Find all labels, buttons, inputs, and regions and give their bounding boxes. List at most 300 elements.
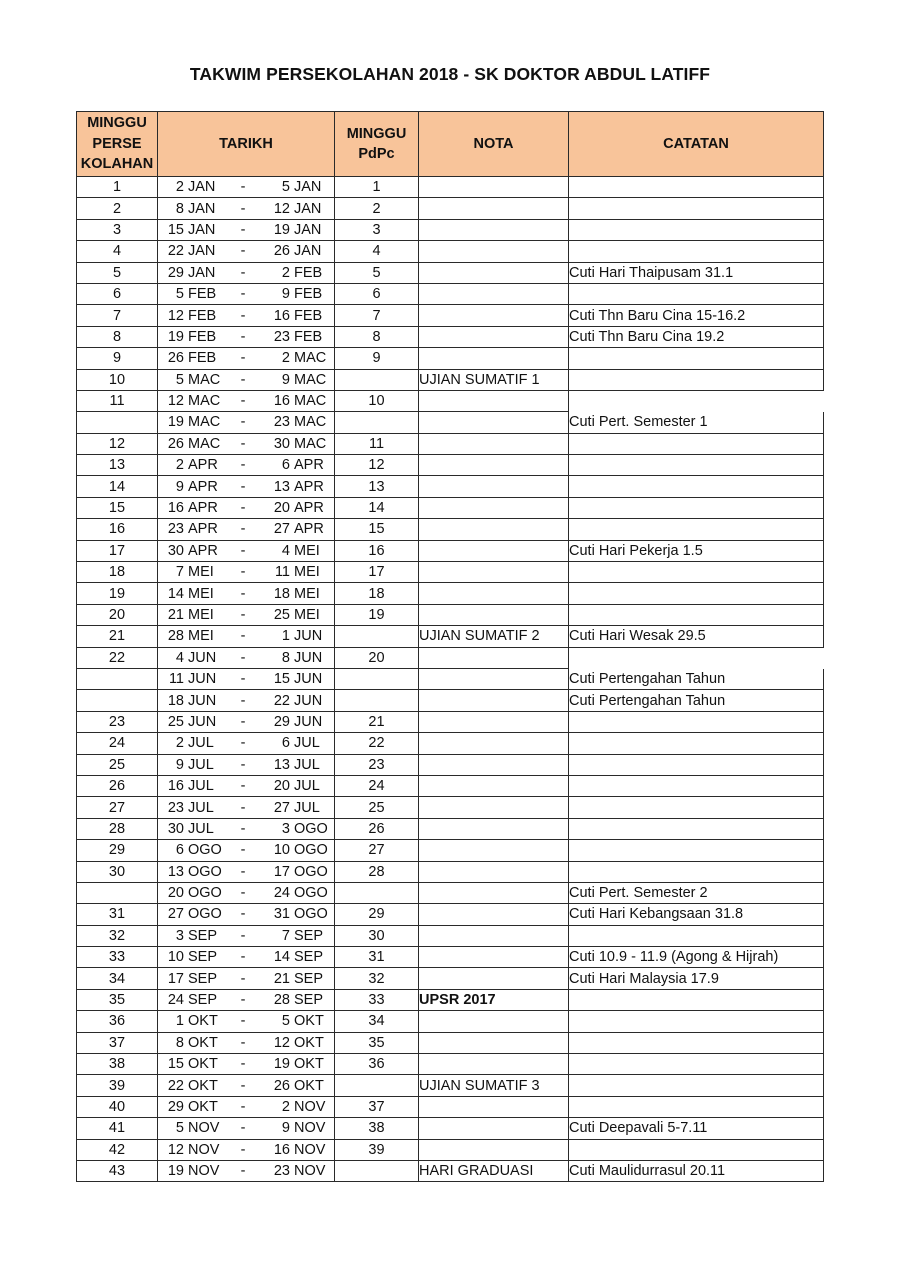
start-day: 25 (167, 713, 184, 730)
minggu-persekolahan-cell: 34 (77, 968, 158, 989)
start-day: 6 (175, 842, 184, 859)
start-day: 18 (167, 692, 184, 709)
start-month: SEP (188, 949, 218, 966)
minggu-pdpc-cell: 6 (335, 283, 419, 304)
catatan-cell (569, 433, 824, 454)
tarikh-cell (158, 241, 335, 262)
catatan-cell: Cuti Hari Pekerja 1.5 (569, 540, 824, 561)
end-day: 22 (273, 692, 290, 709)
end-day: 5 (281, 179, 290, 196)
table-row (77, 562, 824, 583)
date-separator: - (240, 735, 246, 752)
catatan-cell (569, 861, 824, 882)
catatan-cell: Cuti Hari Malaysia 17.9 (569, 968, 824, 989)
nota-cell (419, 540, 569, 561)
end-month: MEI (294, 542, 320, 559)
start-month: OGO (188, 906, 222, 923)
minggu-persekolahan-cell: 22 (77, 647, 158, 668)
start-month: JUL (188, 820, 214, 837)
end-month: OKT (294, 1077, 324, 1094)
table-row (77, 540, 824, 561)
start-day: 19 (167, 414, 184, 431)
end-month: JAN (294, 243, 322, 260)
nota-cell (419, 1032, 569, 1053)
minggu-persekolahan-cell: 30 (77, 861, 158, 882)
end-month: NOV (294, 1141, 326, 1158)
catatan-cell (569, 369, 824, 390)
minggu-persekolahan-cell: 4 (77, 241, 158, 262)
start-month: NOV (188, 1141, 220, 1158)
tarikh-cell (158, 219, 335, 240)
table-row (77, 1032, 824, 1053)
date-separator: - (240, 393, 246, 410)
nota-cell (419, 348, 569, 369)
start-month: OGO (188, 842, 222, 859)
end-day: 8 (281, 649, 290, 666)
start-month: SEP (188, 992, 218, 1009)
tarikh-cell (158, 1096, 335, 1117)
tarikh-cell (158, 1160, 335, 1181)
date-separator: - (240, 350, 246, 367)
table-row (77, 583, 824, 604)
start-day: 19 (167, 1163, 184, 1180)
minggu-persekolahan-cell: 36 (77, 1011, 158, 1032)
end-month: OKT (294, 1056, 324, 1073)
tarikh-cell (158, 348, 335, 369)
minggu-persekolahan-cell (77, 690, 158, 711)
end-month: NOV (294, 1163, 326, 1180)
catatan-cell (569, 1139, 824, 1160)
catatan-cell (569, 989, 824, 1010)
end-month: OGO (294, 906, 328, 923)
minggu-pdpc-cell: 33 (335, 989, 419, 1010)
date-separator: - (240, 778, 246, 795)
minggu-persekolahan-cell: 12 (77, 433, 158, 454)
tarikh-cell (158, 540, 335, 561)
start-month: MAC (188, 414, 221, 431)
table-row (77, 1139, 824, 1160)
date-separator: - (240, 478, 246, 495)
end-day: 23 (273, 328, 290, 345)
date-separator: - (240, 414, 246, 431)
tarikh-cell (158, 668, 335, 689)
start-day: 2 (175, 179, 184, 196)
table-row (77, 1075, 824, 1096)
nota-cell (419, 497, 569, 518)
minggu-persekolahan-cell: 33 (77, 947, 158, 968)
tarikh-cell (158, 412, 335, 433)
minggu-persekolahan-cell: 32 (77, 925, 158, 946)
date-separator: - (240, 885, 246, 902)
tarikh-cell (158, 519, 335, 540)
minggu-persekolahan-cell (77, 412, 158, 433)
minggu-persekolahan-cell: 3 (77, 219, 158, 240)
date-separator: - (240, 564, 246, 581)
start-day: 3 (175, 927, 184, 944)
date-separator: - (240, 200, 246, 217)
catatan-cell: Cuti Maulidurrasul 20.11 (569, 1160, 824, 1181)
header-nota: NOTA (419, 112, 569, 177)
minggu-persekolahan-cell: 43 (77, 1160, 158, 1181)
nota-cell (419, 968, 569, 989)
start-month: MAC (188, 435, 221, 452)
minggu-persekolahan-cell: 7 (77, 305, 158, 326)
start-day: 21 (167, 607, 184, 623)
start-month: FEB (188, 350, 217, 367)
date-separator: - (240, 820, 246, 837)
minggu-pdpc-cell: 14 (335, 497, 419, 518)
table-row (77, 369, 824, 390)
minggu-pdpc-cell (335, 412, 419, 433)
minggu-pdpc-cell (335, 690, 419, 711)
end-month: MAC (294, 414, 327, 431)
start-day: 19 (167, 328, 184, 345)
minggu-pdpc-cell: 39 (335, 1139, 419, 1160)
minggu-persekolahan-cell: 25 (77, 754, 158, 775)
start-month: JUL (188, 799, 214, 816)
minggu-pdpc-cell: 24 (335, 775, 419, 796)
table-row (77, 348, 824, 369)
end-day: 18 (273, 585, 290, 602)
end-month: MAC (294, 435, 327, 452)
tarikh-cell (158, 925, 335, 946)
tarikh-cell (158, 283, 335, 304)
minggu-persekolahan-cell: 29 (77, 840, 158, 861)
nota-cell (419, 1118, 569, 1139)
tarikh-cell (158, 1054, 335, 1075)
header-line: MINGGU (87, 115, 147, 132)
minggu-persekolahan-cell: 16 (77, 519, 158, 540)
minggu-pdpc-cell (335, 882, 419, 903)
minggu-pdpc-cell: 9 (335, 348, 419, 369)
minggu-persekolahan-cell: 19 (77, 583, 158, 604)
table-row (77, 1011, 824, 1032)
start-day: 30 (167, 820, 184, 837)
table-row (77, 775, 824, 796)
minggu-persekolahan-cell: 5 (77, 262, 158, 283)
start-day: 8 (175, 200, 184, 217)
tarikh-cell (158, 647, 335, 668)
minggu-pdpc-cell: 38 (335, 1118, 419, 1139)
end-month: FEB (294, 286, 323, 303)
nota-cell (419, 733, 569, 754)
start-day: 29 (167, 264, 184, 281)
table-row (77, 241, 824, 262)
date-separator: - (240, 585, 246, 602)
end-day: 9 (281, 286, 290, 303)
catatan-cell (569, 775, 824, 796)
date-separator: - (240, 1056, 246, 1073)
minggu-persekolahan-cell: 9 (77, 348, 158, 369)
date-separator: - (240, 221, 246, 238)
tarikh-cell (158, 1075, 335, 1096)
tarikh-cell (158, 326, 335, 347)
minggu-persekolahan-cell: 11 (77, 390, 158, 411)
end-day: 31 (273, 906, 290, 923)
catatan-cell: Cuti Deepavali 5-7.11 (569, 1118, 824, 1139)
minggu-persekolahan-cell: 6 (77, 283, 158, 304)
tarikh-cell (158, 947, 335, 968)
start-day: 12 (167, 393, 184, 410)
nota-cell (419, 797, 569, 818)
table-row (77, 818, 824, 839)
end-day: 13 (273, 478, 290, 495)
end-day: 16 (273, 307, 290, 324)
header-minggu-persekolahan (77, 112, 158, 177)
end-day: 23 (273, 414, 290, 431)
end-day: 27 (273, 521, 290, 538)
nota-cell (419, 690, 569, 711)
tarikh-cell (158, 433, 335, 454)
table-row (77, 1160, 824, 1181)
date-separator: - (240, 179, 246, 196)
minggu-persekolahan-cell: 42 (77, 1139, 158, 1160)
end-month: OGO (294, 820, 328, 837)
minggu-pdpc-cell: 35 (335, 1032, 419, 1053)
start-day: 12 (167, 307, 184, 324)
nota-cell (419, 433, 569, 454)
nota-cell (419, 412, 569, 433)
end-day: 16 (273, 393, 290, 410)
tarikh-cell (158, 733, 335, 754)
catatan-cell (569, 177, 824, 198)
date-separator: - (240, 1163, 246, 1180)
table-row (77, 455, 824, 476)
table-row (77, 989, 824, 1010)
table-row (77, 604, 824, 625)
end-day: 6 (281, 457, 290, 474)
start-day: 10 (167, 949, 184, 966)
minggu-persekolahan-cell: 31 (77, 904, 158, 925)
nota-cell (419, 1054, 569, 1075)
end-day: 4 (281, 542, 290, 559)
minggu-pdpc-cell: 4 (335, 241, 419, 262)
minggu-pdpc-cell: 13 (335, 476, 419, 497)
tarikh-cell (158, 711, 335, 732)
nota-cell (419, 177, 569, 198)
start-month: APR (188, 478, 218, 495)
end-day: 7 (281, 927, 290, 944)
minggu-pdpc-cell (335, 668, 419, 689)
start-month: JAN (188, 221, 216, 238)
date-separator: - (240, 264, 246, 281)
catatan-cell (569, 647, 824, 668)
start-month: APR (188, 457, 218, 474)
date-separator: - (240, 1120, 246, 1137)
tarikh-cell (158, 262, 335, 283)
start-day: 29 (167, 1098, 184, 1115)
nota-cell (419, 455, 569, 476)
start-day: 9 (175, 756, 184, 773)
start-day: 16 (167, 778, 184, 795)
start-month: JAN (188, 243, 216, 260)
minggu-persekolahan-cell: 1 (77, 177, 158, 198)
end-month: JAN (294, 200, 322, 217)
end-month: NOV (294, 1098, 326, 1115)
nota-cell (419, 925, 569, 946)
end-month: JUL (294, 799, 320, 816)
tarikh-cell (158, 1118, 335, 1139)
date-separator: - (240, 628, 246, 645)
nota-cell (419, 840, 569, 861)
tarikh-cell (158, 390, 335, 411)
minggu-pdpc-cell: 3 (335, 219, 419, 240)
start-day: 30 (167, 542, 184, 559)
start-month: OKT (188, 1098, 218, 1115)
table-header-row (77, 112, 824, 177)
tarikh-cell (158, 690, 335, 711)
catatan-cell (569, 797, 824, 818)
minggu-pdpc-cell: 25 (335, 797, 419, 818)
end-day: 19 (273, 221, 290, 238)
end-day: 6 (281, 735, 290, 752)
date-separator: - (240, 1034, 246, 1051)
start-month: JAN (188, 179, 216, 196)
tarikh-cell (158, 305, 335, 326)
end-day: 23 (273, 1163, 290, 1180)
nota-cell (419, 562, 569, 583)
table-row (77, 668, 824, 689)
end-day: 14 (273, 949, 290, 966)
start-month: MAC (188, 371, 221, 388)
catatan-cell (569, 519, 824, 540)
table-row (77, 177, 824, 198)
end-month: MAC (294, 393, 327, 410)
minggu-persekolahan-cell: 37 (77, 1032, 158, 1053)
date-separator: - (240, 286, 246, 303)
minggu-pdpc-cell: 10 (335, 390, 419, 411)
end-day: 3 (281, 820, 290, 837)
minggu-pdpc-cell (335, 1075, 419, 1096)
end-day: 29 (273, 713, 290, 730)
end-month: OGO (294, 863, 328, 880)
header-catatan: CATATAN (569, 112, 824, 177)
end-day: 26 (273, 1077, 290, 1094)
table-row (77, 797, 824, 818)
date-separator: - (240, 756, 246, 773)
date-separator: - (240, 1077, 246, 1094)
nota-cell (419, 818, 569, 839)
end-month: OKT (294, 1013, 324, 1030)
nota-cell (419, 1096, 569, 1117)
minggu-persekolahan-cell: 35 (77, 989, 158, 1010)
nota-cell: HARI GRADUASI (419, 1160, 569, 1181)
end-month: NOV (294, 1120, 326, 1137)
nota-cell (419, 1011, 569, 1032)
table-row (77, 476, 824, 497)
catatan-cell (569, 241, 824, 262)
nota-cell (419, 647, 569, 668)
start-month: APR (188, 521, 218, 538)
nota-cell (419, 305, 569, 326)
start-month: MEI (188, 564, 214, 581)
nota-cell (419, 861, 569, 882)
table-row (77, 433, 824, 454)
nota-cell (419, 882, 569, 903)
nota-cell (419, 198, 569, 219)
date-separator: - (240, 328, 246, 345)
end-month: JUL (294, 756, 320, 773)
end-month: JUL (294, 735, 320, 752)
end-month: JUN (294, 713, 323, 730)
end-month: APR (294, 500, 324, 517)
date-separator: - (240, 970, 246, 987)
end-month: JUN (294, 671, 323, 688)
catatan-cell (569, 390, 824, 411)
end-month: SEP (294, 992, 324, 1009)
end-month: FEB (294, 264, 323, 281)
start-month: OKT (188, 1056, 218, 1073)
tarikh-cell (158, 604, 335, 625)
minggu-persekolahan-cell: 21 (77, 626, 158, 647)
start-day: 28 (167, 628, 184, 645)
nota-cell (419, 904, 569, 925)
end-month: OGO (294, 885, 328, 902)
end-day: 2 (281, 350, 290, 367)
table-row (77, 326, 824, 347)
end-month: OKT (294, 1034, 324, 1051)
end-day: 26 (273, 243, 290, 260)
tarikh-cell (158, 198, 335, 219)
date-separator: - (240, 371, 246, 388)
end-month: JAN (294, 179, 322, 196)
minggu-persekolahan-cell (77, 882, 158, 903)
table-row (77, 262, 824, 283)
start-month: JUL (188, 756, 214, 773)
minggu-pdpc-cell: 30 (335, 925, 419, 946)
table-row (77, 840, 824, 861)
end-day: 20 (273, 778, 290, 795)
minggu-persekolahan-cell: 14 (77, 476, 158, 497)
start-day: 26 (167, 435, 184, 452)
minggu-persekolahan-cell: 8 (77, 326, 158, 347)
date-separator: - (240, 906, 246, 923)
nota-cell (419, 241, 569, 262)
table-row (77, 1054, 824, 1075)
start-month: MEI (188, 585, 214, 602)
tarikh-cell (158, 562, 335, 583)
end-day: 5 (281, 1013, 290, 1030)
table-row (77, 1096, 824, 1117)
minggu-persekolahan-cell: 26 (77, 775, 158, 796)
table-row (77, 626, 824, 647)
start-month: FEB (188, 328, 217, 345)
minggu-pdpc-cell: 11 (335, 433, 419, 454)
start-day: 2 (175, 457, 184, 474)
nota-cell: UPSR 2017 (419, 989, 569, 1010)
start-month: OGO (188, 885, 222, 902)
catatan-cell (569, 925, 824, 946)
catatan-cell (569, 348, 824, 369)
start-month: JUN (188, 692, 217, 709)
date-separator: - (240, 692, 246, 709)
minggu-pdpc-cell: 21 (335, 711, 419, 732)
table-row (77, 861, 824, 882)
catatan-cell (569, 283, 824, 304)
start-day: 20 (167, 885, 184, 902)
start-month: FEB (188, 307, 217, 324)
minggu-persekolahan-cell: 40 (77, 1096, 158, 1117)
start-month: APR (188, 542, 218, 559)
date-separator: - (240, 542, 246, 559)
minggu-persekolahan-cell: 38 (77, 1054, 158, 1075)
catatan-cell: Cuti Pertengahan Tahun (569, 690, 824, 711)
catatan-cell (569, 198, 824, 219)
start-day: 2 (175, 735, 184, 752)
nota-cell (419, 519, 569, 540)
end-month: JAN (294, 221, 322, 238)
date-separator: - (240, 713, 246, 730)
